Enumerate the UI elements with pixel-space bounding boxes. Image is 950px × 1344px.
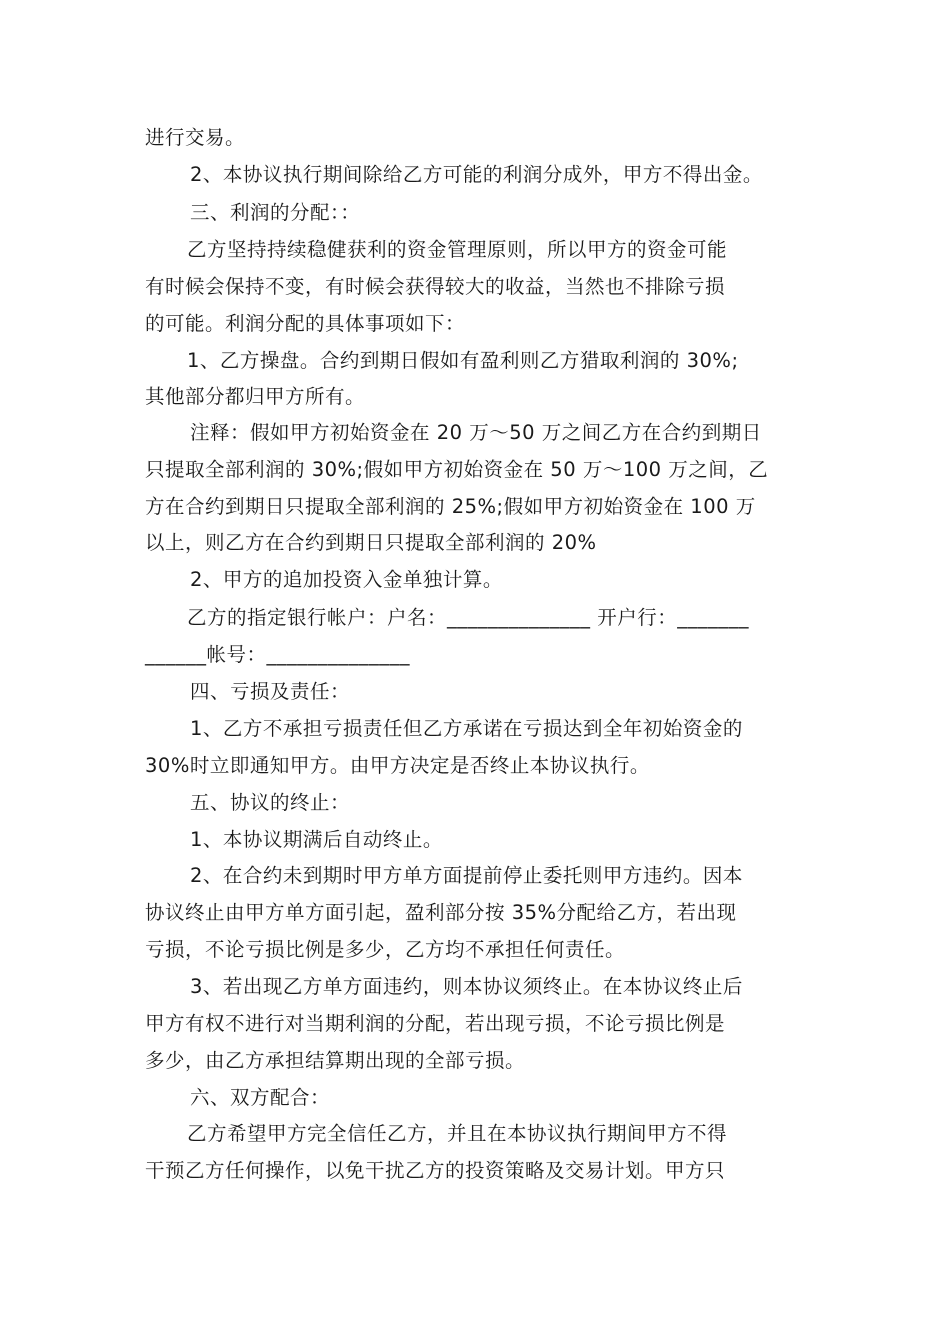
text-line: 有时候会保持不变，有时候会获得较大的收益，当然也不排除亏损 [145,275,726,298]
text-line: 只提取全部利润的 30%;假如甲方初始资金在 50 万～100 万之间，乙 [145,458,769,481]
text-line: 乙方希望甲方完全信任乙方，并且在本协议执行期间甲方不得 [187,1122,728,1145]
text-line: 2、本协议执行期间除给乙方可能的利润分成外，甲方不得出金。 [190,163,763,186]
text-line: 以上，则乙方在合约到期日只提取全部利润的 20% [145,531,597,554]
text-line: 2、在合约未到期时甲方单方面提前停止委托则甲方违约。因本 [190,864,743,887]
text-line: 1、乙方不承担亏损责任但乙方承诺在亏损达到全年初始资金的 [190,717,743,740]
section-heading-termination: 五、协议的终止： [190,791,351,814]
text-line: 其他部分都归甲方所有。 [145,385,366,408]
text-line: 进行交易。 [145,126,246,149]
text-line: 1、乙方操盘。合约到期日假如有盈利则乙方猎取利润的 30%; [187,349,739,372]
text-line: 亏损，不论亏损比例是多少，乙方均不承担任何责任。 [145,938,626,961]
text-line: 干预乙方任何操作，以免干扰乙方的投资策略及交易计划。甲方只 [145,1159,726,1182]
bank-account-line: 乙方的指定银行帐户：户名：______________ 开户行：_______ [187,606,749,629]
bank-account-line: ______帐号：______________ [145,643,411,666]
text-line: 2、甲方的追加投资入金单独计算。 [190,568,503,591]
text-line: 的可能。利润分配的具体事项如下： [145,312,466,335]
text-line: 多少，由乙方承担结算期出现的全部亏损。 [145,1049,526,1072]
text-line: 3、若出现乙方单方面违约，则本协议须终止。在本协议终止后 [190,975,743,998]
section-heading-cooperation: 六、双方配合： [190,1086,331,1109]
text-line: 1、本协议期满后自动终止。 [190,828,443,851]
text-line: 30%时立即通知甲方。由甲方决定是否终止本协议执行。 [145,754,650,777]
section-heading-loss-liability: 四、亏损及责任： [190,680,351,703]
section-heading-profit-distribution: 三、利润的分配：： [190,201,361,224]
text-line: 协议终止由甲方单方面引起，盈利部分按 35%分配给乙方，若出现 [145,901,737,924]
text-line: 乙方坚持持续稳健获利的资金管理原则，所以甲方的资金可能 [187,238,728,261]
text-line: 方在合约到期日只提取全部利润的 25%;假如甲方初始资金在 100 万 [145,495,756,518]
text-line: 甲方有权不进行对当期利润的分配，若出现亏损，不论亏损比例是 [145,1012,726,1035]
text-line: 注释：假如甲方初始资金在 20 万～50 万之间乙方在合约到期日 [190,421,762,444]
